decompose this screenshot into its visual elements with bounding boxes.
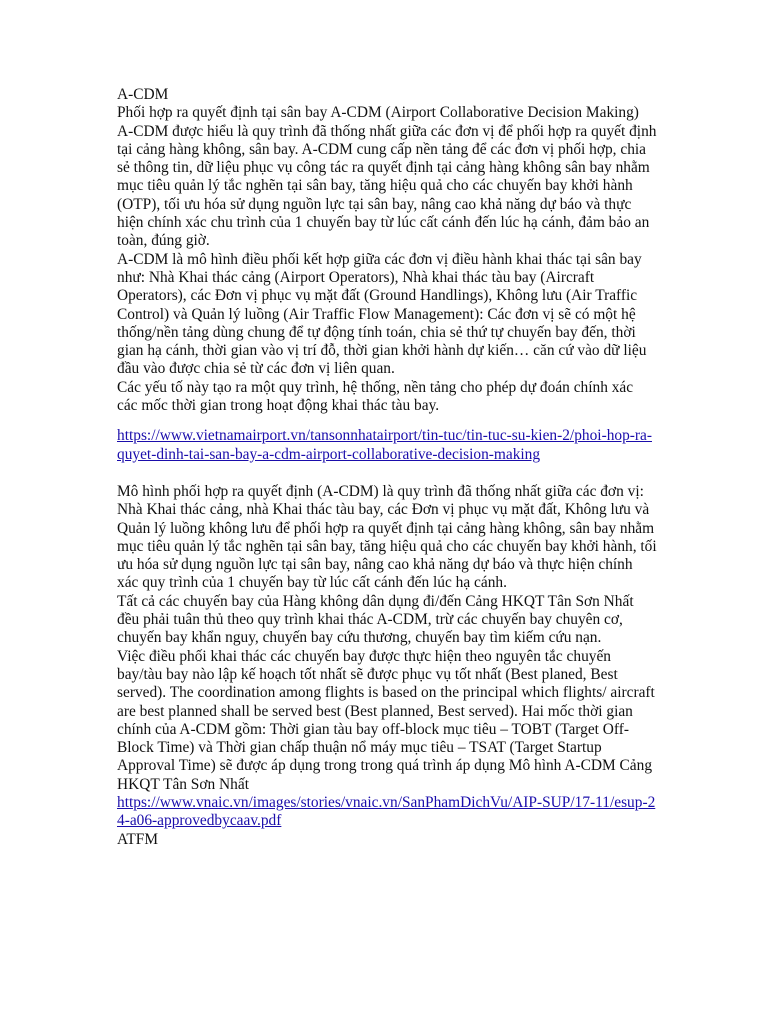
doc-heading: A-CDM	[117, 86, 169, 103]
source-link-paragraph	[117, 427, 657, 464]
source-link-vietnamairport[interactable]: https://www.vietnamairport.vn/tansonnhatairport/tin-tuc/tin-tuc-su-kien-2/phoi-hop-ra-quyet-dinh-tai-san-bay-a-cdm-airport-collaborative-decision-making	[117, 427, 652, 463]
paragraph-factors: Các yếu tố này tạo ra một quy trình, hệ thống, nền tảng cho phép dự đoán chính xác các mốc thời gian trong hoạt động khai thác tàu bay.	[117, 378, 634, 415]
source-link-vnaic[interactable]: https://www.vnaic.vn/images/stories/vnaic.vn/SanPhamDichVu/AIP-SUP/17-11/esup-24-a06-approvedbycaav.pdf	[117, 793, 656, 830]
doc-subtitle: Phối hợp ra quyết định tại sân bay A-CDM (Airport Collaborative Decision Making)	[117, 104, 639, 122]
document-page	[117, 86, 657, 849]
paragraph-coordination: Việc điều phối khai thác các chuyến bay được thực hiện theo nguyên tắc chuyến bay/tàu bay nào lập kế hoạch tốt nhất sẽ được phục vụ tốt nhất (Best planed, Best served). The coordination among flights is based on the principal which flights/ aircraft are best planned shall be served best (Best planned, Best served). Hai mốc thời gian chính của A-CDM gồm: Thời gian tàu bay off-block mục tiêu – TOBT (Target Off-Block Time) và Thời gian chấp thuận nổ máy mục tiêu – TSAT (Target Startup Approval Time) sẽ được áp dụng trong trong quá trình áp dụng Mô hình A-CDM Cảng HKQT Tân Sơn Nhất	[117, 647, 655, 793]
paragraph-all-flights: Tất cả các chuyến bay của Hàng không dân dụng đi/đến Cảng HKQT Tân Sơn Nhất đều phải tuân thủ theo quy trình khai thác A-CDM, trừ các chuyến bay chuyên cơ, chuyến bay khẩn nguy, chuyến bay cứu thương, chuyến bay tìm kiếm cứu nạn.	[117, 592, 634, 647]
section-heading-atfm: ATFM	[117, 830, 159, 848]
source-link-paragraph-2	[117, 794, 657, 831]
paragraph-model: A-CDM là mô hình điều phối kết hợp giữa các đơn vị điều hành khai thác tại sân bay như: Nhà Khai thác cảng (Airport Operators), Nhà khai thác tàu bay (Aircraft Operators), các Đơn vị phục vụ mặt đất (Ground Handlings), Không lưu (Air Traffic Control) và Quản lý luồng (Air Traffic Flow Management): Các đơn vị sẽ có một hệ thống/nền tảng dùng chung để tự động tính toán, chia sẻ thứ tự chuyến bay đến, thời gian hạ cánh, thời gian vào vị trí đỗ, thời gian khởi hành dự kiến… căn cứ vào dữ liệu đầu vào được chia sẻ từ các đơn vị liên quan.	[117, 250, 647, 378]
paragraph-acdm-model: Mô hình phối hợp ra quyết định (A-CDM) là quy trình đã thống nhất giữa các đơn vị: Nhà Khai thác cảng, nhà Khai thác tàu bay, các Đơn vị phục vụ mặt đất, Không lưu và Quản lý luồng không lưu để phối hợp ra quyết định tại cảng hàng không, sân bay nhằm mục tiêu quản lý tắc nghẽn tại sân bay, tăng hiệu quả cho các chuyến bay khởi hành, tối ưu hóa sử dụng nguồn lực tại sân bay, nâng cao khả năng dự báo và thực hiện chính xác quy trình của 1 chuyến bay từ lúc cất cánh đến lúc hạ cánh.	[117, 482, 657, 592]
paragraph-definition: A-CDM được hiểu là quy trình đã thống nhất giữa các đơn vị để phối hợp ra quyết định tại cảng hàng không, sân bay. A-CDM cung cấp nền tảng để các đơn vị phối hợp, chia sẻ thông tin, dữ liệu phục vụ công tác ra quyết định tại cảng hàng không sân bay nhằm mục tiêu quản lý tắc nghẽn tại sân bay, tăng hiệu quả cho các chuyến bay khởi hành (OTP), tối ưu hóa sử dụng nguồn lực tại sân bay, nâng cao khả năng dự báo và thực hiện chính xác chu trình của 1 chuyến bay từ lúc cất cánh đến lúc hạ cánh, đảm bảo an toàn, đúng giờ.	[117, 122, 657, 250]
